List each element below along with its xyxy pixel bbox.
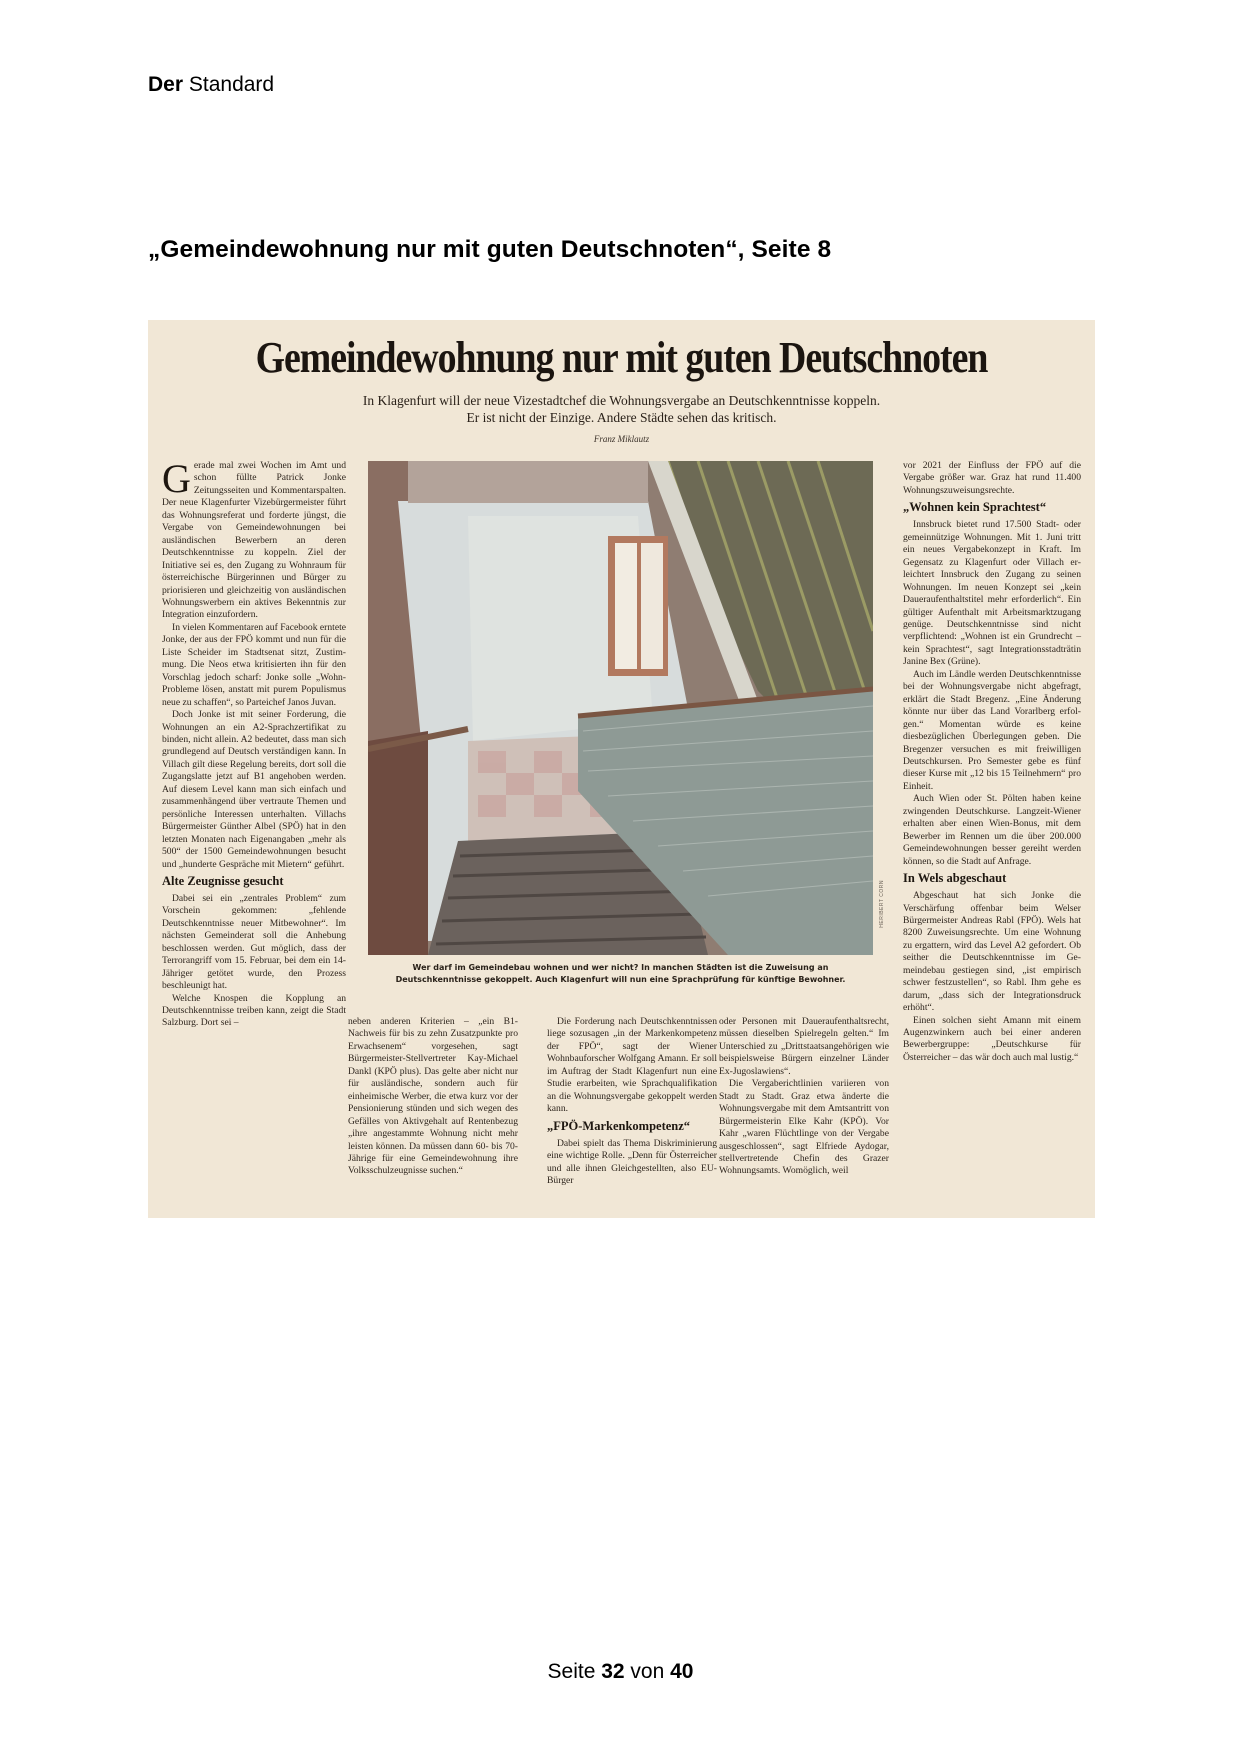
footer-total-pages: 40 (670, 1660, 694, 1683)
paragraph: oder Personen mit Daueraufenthaltsrecht, müssen dieselben Spielregeln gelten.“ Im Unterschied zu „Drittstaatsangehörigen wie beispielsweise Bürgern einzelner Länder Ex-Jugoslawiens“. (719, 1016, 889, 1077)
paragraph: Innsbruck bietet rund 17.500 Stadt- oder gemeinnützige Wohnungen. Mit 1. Juni tritt ein neues Vergabekonzept in Kraft. Im Gegensatz zu Klagenfurt oder Villach erleichtert Innsbruck den Zugang zu seinen Wohnungen. Im neuen Konzept sei „kein Daueraufenthaltstitel mehr erforderlich“. Ein gültiger Aufenthalt mit Arbeitsmarktzugang genüge. Deutschkenntnisse sind nicht verpflichtend: „Wohnen ist ein Grundrecht – kein Sprachtest“, sagt Integrationsstadträtin Janine Bex (Grüne). (903, 519, 1081, 668)
paragraph-text: erade mal zwei Wochen im Amt und schon füllte Patrick Jonke Zeitungsseiten und Kommentarspalten. Der neue Klagenfurter Vizebürgermeister führt das Wohnungsreferat und forderte jüngst, die Vergabe von Gemeindewohnungen bei ausländischen Bewerbern an deren Deutschkenntnisse zu koppeln. Ziel der Initiative sei es, den Zugang zu Wohnraum für österreichische Bürgerinnen und Bürger zu priorisieren und gleichzeitig von ausländischen Wohnungswerbern ein aktives Bekenntnis zur Integration einzufordern. (162, 460, 346, 621)
subheading: „Wohnen kein Sprachtest“ (903, 500, 1047, 515)
article-column-4 (719, 1016, 889, 1178)
footer-middle: von (624, 1660, 671, 1683)
paragraph: Abgeschaut hat sich Jonke die Verschärfung offenbar beim Welser Bürgermeister Andreas Rabl (FPÖ). Wels hat 8200 Zuweisungsrechte. Um eine Wohnung zu ergattern, wird das Level A2 gefordert. Ob seither die Deutschkenntnisse im Gemeindebau gestiegen sind, „ist empirisch schwer festzustellen“, so Rabl. Ihm gehe es darum, „dass sich der Integrationsdruck erhöht“. (903, 890, 1081, 1014)
photo-caption-line2: Deutschkenntnisse gekoppelt. Auch Klagenfurt will nun eine Sprachprüfung für künftige Bewohner. (395, 975, 846, 984)
paragraph: Einen solchen sieht Amann mit einem Augenzwinkern auch bei einer anderen Bewerbergruppe: „Deutschkurse für Österreicher – das wär doch auch mal lustig.“ (903, 1014, 1081, 1063)
staircase-photo-illustration (368, 461, 873, 955)
subheading: In Wels abgeschaut (903, 871, 1007, 886)
article-author: Franz Miklautz (593, 434, 650, 444)
article-subtitle-line1: In Klagenfurt will der neue Vizestadtchef die Wohnungsvergabe an Deutschkenntnisse koppeln. (362, 393, 881, 408)
source-label (148, 73, 274, 97)
paragraph: Doch Jonke ist mit seiner Forderung, die Wohnungen an ein A2-Sprachzertifikat zu binden, nicht allein. A2 bedeutet, dass man sich grundlegend auf Deutsch verständigen kann. In Villach gilt diese Regelung bereits, dort soll die Zugangslatte jetzt auf B1 angehoben werden. Auf diesem Level kann man sich einfach und zusammenhängend über vertraute Themen und persönliche Interessen unterhalten. Villachs Bürgermeister Günther Albel (SPÖ) hat in den letzten Monaten nach Eigenangaben „mehr als 500“ der 1500 Gemeindewohnungen besucht und „hunderte Gespräche mit Mietern“ geführt. (162, 709, 346, 870)
article-column-5 (903, 460, 1081, 1064)
paragraph: Dabei spielt das Thema Diskriminierung eine wichtige Rolle. „Denn für Österreicher und alle ihnen Gleichgestellten, also EU-Bürger (547, 1137, 717, 1186)
article-subtitle-line2: Er ist nicht der Einzige. Andere Städte sehen das kritisch. (466, 410, 777, 425)
article-photo-staircase (368, 461, 873, 955)
article-subtitle (148, 392, 1095, 426)
paragraph: vor 2021 der Einfluss der FPÖ auf die Vergabe größer war. Graz hat rund 11.400 Wohnungszuweisungsrechte. (903, 460, 1081, 496)
newspaper-clipping (148, 320, 1095, 1218)
paragraph: Welche Knospen die Kopplung an Deutschkenntnisse treiben kann, zeigt die Stadt Salzburg. Dort sei – (162, 992, 346, 1029)
paragraph (162, 456, 346, 622)
paragraph: Dabei sei ein „zentrales Problem“ zum Vorschein gekommen: „fehlende Deutschkenntnisse neuer Mitbewohner“. Im nächsten Gemeinderat soll die Anhebung beschlossen werden. Gut möglich, dass der Terrorangriff vom 15. Februar, bei dem ein 14-Jähriger getötet wurde, den Prozess beschleunigt hat. (162, 892, 346, 992)
paragraph: Auch Wien oder St. Pölten haben keine zwingenden Deutschkurse. Langzeit-Wiener erhalten aber einen Wien-Bonus, mit dem Bewerber im Rennen um die über 200.000 Gemeindewohnungen besser gereiht werden können, so die Stadt auf Anfrage. (903, 793, 1081, 867)
article-column-3 (547, 1016, 717, 1187)
dropcap: G (162, 456, 191, 501)
photo-credit: HERIBERT CORN (879, 880, 885, 928)
footer-prefix: Seite (547, 1660, 602, 1683)
article-title: Gemeindewohnung nur mit guten Deutschnoten (255, 333, 988, 382)
paragraph: neben anderen Kriterien – „ein B1-Nachweis für bis zu zehn Zusatzpunkte pro Erwachsenem“ vorgesehen, sagt Bürgermeister-Stellvertreter Kay-Michael Dankl (KPÖ plus). Das gelte aber nicht nur für ausländische, sondern auch für einheimische Werber, die etwa kurz vor der Pensionierung stünden und sich wegen des Gefälles von Aktivgehalt auf Rentenbezug „ihre angestammte Wohnung nicht mehr leisten können. Da müssen dann 60- bis 70-Jährige für eine Gemeindewohnung ihre Volksschulzeugnisse suchen.“ (348, 1016, 518, 1177)
photo-caption-line1: Wer darf im Gemeindebau wohnen und wer nicht? In manchen Städten ist die Zuweisung an (412, 963, 829, 972)
subheading: Alte Zeugnisse gesucht (162, 873, 284, 888)
document-heading: „Gemeindewohnung nur mit guten Deutschnoten“, Seite 8 (148, 236, 832, 263)
page-number-footer (0, 1660, 1241, 1684)
source-label-regular: Standard (183, 73, 275, 96)
paragraph: In vielen Kommentaren auf Facebook erntete Jonke, der aus der FPÖ kommt und nun für die Liste Scheider im Stadtsenat sitzt, Zustimmung. Die Neos etwa kritisierten ihn für den Vorschlag jedoch scharf: Jonke solle „Wohn-Probleme lösen, anstatt mit purem Populismus neue zu schaffen“, so Parteichef Janos Juvan. (162, 621, 346, 708)
paragraph: Die Vergaberichtlinien variieren von Stadt zu Stadt. Graz etwa änderte die Wohnungsvergabe mit dem Amtsantritt von Bürgermeisterin Elke Kahr (KPÖ). Vor Kahr „waren Flüchtlinge von der Vergabe ausgeschlossen“, sagt Elfriede Aydogar, stellvertretende Chefin des Grazer Wohnungsamts. Womöglich, weil (719, 1078, 889, 1177)
photo-caption (348, 962, 893, 986)
footer-current-page: 32 (601, 1660, 625, 1683)
paragraph: Die Forderung nach Deutschkenntnissen liege sozusagen „in der Markenkompetenz der FPÖ“, sagt der Wiener Wohnbauforscher Wolfgang Amann. Er soll im Auftrag der Stadt Klagenfurt nun eine Studie erarbeiten, wie Sprachqualifikation an die Wohnungsvergabe gekoppelt werden kann. (547, 1016, 717, 1115)
article-column-2 (348, 1016, 518, 1178)
subheading: „FPÖ-Markenkompetenz“ (547, 1118, 691, 1133)
source-label-bold: Der (148, 73, 184, 96)
paragraph: Auch im Ländle werden Deutschkenntnisse bei der Wohnungsvergabe nicht abgefragt, erklärt die Stadt Bregenz. „Eine Änderung könnte nur über das Land Vorarlberg erfolgen.“ Momentan würde es keine diesbezüglichen Überlegungen geben. Die Bregenzer versuchen es mit freiwilligen Deutschkursen. Pro Semester gebe es fünf dieser Kurse mit „12 bis 15 Teilnehmern“ pro Einheit. (903, 668, 1081, 792)
article-column-1 (162, 456, 346, 1030)
